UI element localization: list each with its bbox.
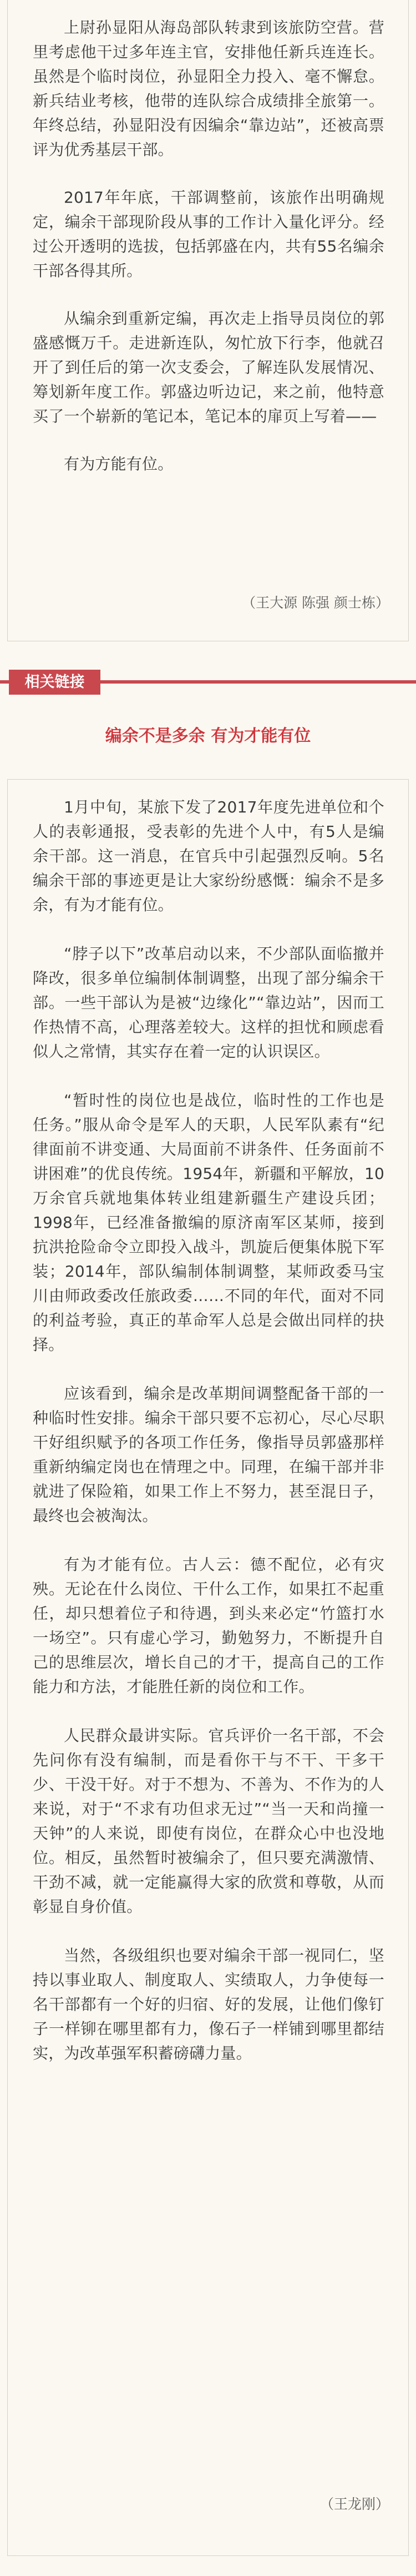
article-body <box>33 16 384 500</box>
related-link-tag: 相关链接 <box>9 670 100 695</box>
related-paragraph: 当然，各级组织也要对编余干部一视同仁，坚持以事业取人、制度取人、实绩取人，力争使每一名干部都有一个好的归宿、好的发展，让他们像钉子一样铆在哪里都有力，像石子一样铺到哪里都结实，为改革强军积蓄磅礴力量。 <box>33 1946 384 2062</box>
related-article-box <box>7 779 409 2556</box>
related-paragraph: 应该看到，编余是改革期间调整配备干部的一种临时性安排。编余干部只要不忘初心，尽心尽职干好组织赋予的各项工作任务，像指导员郭盛那样重新纳编定岗也在情理之中。同理，在编干部并非就进了保险箱，如果工作上不努力，甚至混日子，最终也会被淘汰。 <box>33 1384 384 1525</box>
related-section-title: 编余不是多余 有为才能有位 <box>105 726 311 746</box>
article-paragraph: 上尉孙显阳从海岛部队转隶到该旅防空营。营里考虑他干过多年连主官，安排他任新兵连连长。虽然是个临时岗位，孙显阳全力投入、毫不懈怠。新兵结业考核，他带的连队综合成绩排全旅第一。年终总结，孙显阳没有因编余“靠边站”，还被高票评为优秀基层干部。 <box>33 18 384 159</box>
related-paragraph: “暂时性的岗位也是战位，临时性的工作也是任务。”服从命令是军人的天职，人民军队素有“纪律面前不讲变通、大局面前不讲条件、任务面前不讲困难”的优良传统。1954年，新疆和平解放，10万余官兵就地集体转业组建新疆生产建设兵团；1998年，已经准备撤编的原济南军区某师，接到抗洪抢险命令立即投入战斗，凯旋后便集体脱下军装；2014年，部队编制体制调整，某师政委马宝川由师政委改任旅政委……不同的年代，面对不同的利益考验，真正的革命军人总是会做出同样的抉择。 <box>33 1091 384 1354</box>
related-paragraph: “脖子以下”改革启动以来，不少部队面临撤并降改，很多单位编制体制调整，出现了部分编余干部。一些干部认为是被“边缘化”“靠边站”，因而工作热情不高，心理落差较大。这样的担忧和顾虑看似人之常情，其实存在着一定的认识误区。 <box>33 945 384 1061</box>
article-paragraph: 2017年年底，干部调整前，该旅作出明确规定，编余干部现阶段从事的工作计入量化评分。经过公开透明的选拔，包括郭盛在内，共有55名编余干部各得其所。 <box>33 188 384 280</box>
related-article-body <box>33 795 384 2090</box>
related-paragraph: 有为才能有位。古人云：德不配位，必有灾殃。无论在什么岗位、干什么工作，如果扛不起重任，却只想着位子和待遇，到头来必定“竹篮打水一场空”。只有虚心学习，勤勉努力，不断提升自己的思维层次，增长自己的才干，提高自己的工作能力和方法，才能胜任新的岗位和工作。 <box>33 1555 384 1696</box>
article-author: （王大源 陈强 颜士栋） <box>242 595 389 611</box>
related-author: （王龙刚） <box>319 2496 389 2512</box>
related-paragraph: 1月中旬，某旅下发了2017年度先进单位和个人的表彰通报，受表彰的先进个人中，有5人是编余干部。这一消息，在官兵中引起强烈反响。5名编余干部的事迹更是让大家纷纷感慨：编余不是多余，有为才能有位。 <box>33 798 384 914</box>
related-paragraph: 人民群众最讲实际。官兵评价一名干部，不会先问你有没有编制，而是看你干与不干、干多干少、干没干好。对于不想为、不善为、不作为的人来说，对于“不求有功但求无过”“当一天和尚撞一天钟”的人来说，即使有岗位，在群众心中也没地位。相反，虽然暂时被编余了，但只要充满激情、干劲不减，就一定能赢得大家的欣赏和尊敬，从而彰显自身价值。 <box>33 1726 384 1916</box>
article-paragraph: 有为方能有位。 <box>64 455 174 473</box>
article-paragraph: 从编余到重新定编，再次走上指导员岗位的郭盛感慨万千。走进新连队，匆忙放下行李，他就召开了到任后的第一次支委会，了解连队发展情况、筹划新年度工作。郭盛边听边记，来之前，他特意买了一个崭新的笔记本，笔记本的扉页上写着—— <box>33 309 384 425</box>
related-link-divider <box>0 664 416 699</box>
article-top-box <box>7 0 409 641</box>
